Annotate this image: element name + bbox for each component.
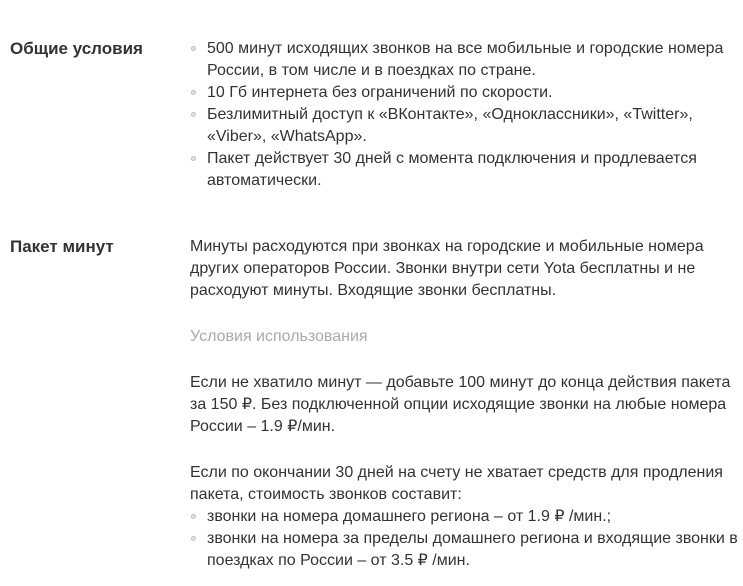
- section-minutes-package-content: [190, 236, 738, 572]
- list-item: [190, 528, 738, 572]
- bullet-icon: [191, 46, 196, 51]
- minutes-package-heading: Пакет минут: [10, 237, 114, 256]
- list-item-text: 10 Гб интернета без ограничений по скорости.: [207, 84, 553, 101]
- minutes-intro-paragraph: Минуты расходуются при звонках на городские и мобильные номера других операторов России. Звонки внутри сети Yota бесплатны и не расходуют минуты. Входящие звонки бесплатны.: [190, 238, 704, 299]
- general-terms-list: [190, 38, 738, 192]
- add-minutes-paragraph: Если не хватило минут — добавьте 100 минут до конца действия пакета за 150 ₽. Без подключенной опции исходящие звонки на любые номера России – 1.9 ₽/мин.: [190, 374, 731, 435]
- section-minutes-package-heading-column: [10, 236, 190, 258]
- list-item: [190, 506, 738, 528]
- bullet-icon: [191, 514, 196, 519]
- price-list: [190, 506, 738, 572]
- bullet-icon: [191, 536, 196, 541]
- section-general-terms: [10, 38, 743, 192]
- section-general-terms-content: [190, 38, 738, 192]
- general-terms-heading: Общие условия: [10, 39, 143, 58]
- section-minutes-package: [10, 236, 743, 572]
- list-item: [190, 82, 738, 104]
- list-item: [190, 104, 738, 148]
- list-item: [190, 38, 738, 82]
- list-item-text: звонки на номера домашнего региона – от 1.9 ₽ /мин.;: [207, 508, 612, 525]
- list-item: [190, 148, 738, 192]
- list-item-text: Пакет действует 30 дней с момента подключения и продлевается автоматически.: [207, 150, 697, 189]
- bullet-icon: [191, 90, 196, 95]
- list-item-text: Безлимитный доступ к «ВКонтакте», «Одноклассники», «Twitter», «Viber», «WhatsApp».: [207, 106, 693, 145]
- bullet-icon: [191, 112, 196, 117]
- renewal-paragraph: Если по окончании 30 дней на счету не хватает средств для продления пакета, стоимость звонков составит:: [190, 464, 723, 503]
- usage-terms-label: Условия использования: [190, 328, 368, 345]
- section-general-terms-heading-column: [10, 38, 190, 60]
- bullet-icon: [191, 156, 196, 161]
- list-item-text: звонки на номера за пределы домашнего региона и входящие звонки в поездках по России – от 3.5 ₽ /мин.: [207, 530, 738, 569]
- list-item-text: 500 минут исходящих звонков на все мобильные и городские номера России, в том числе и в поездках по стране.: [207, 40, 724, 79]
